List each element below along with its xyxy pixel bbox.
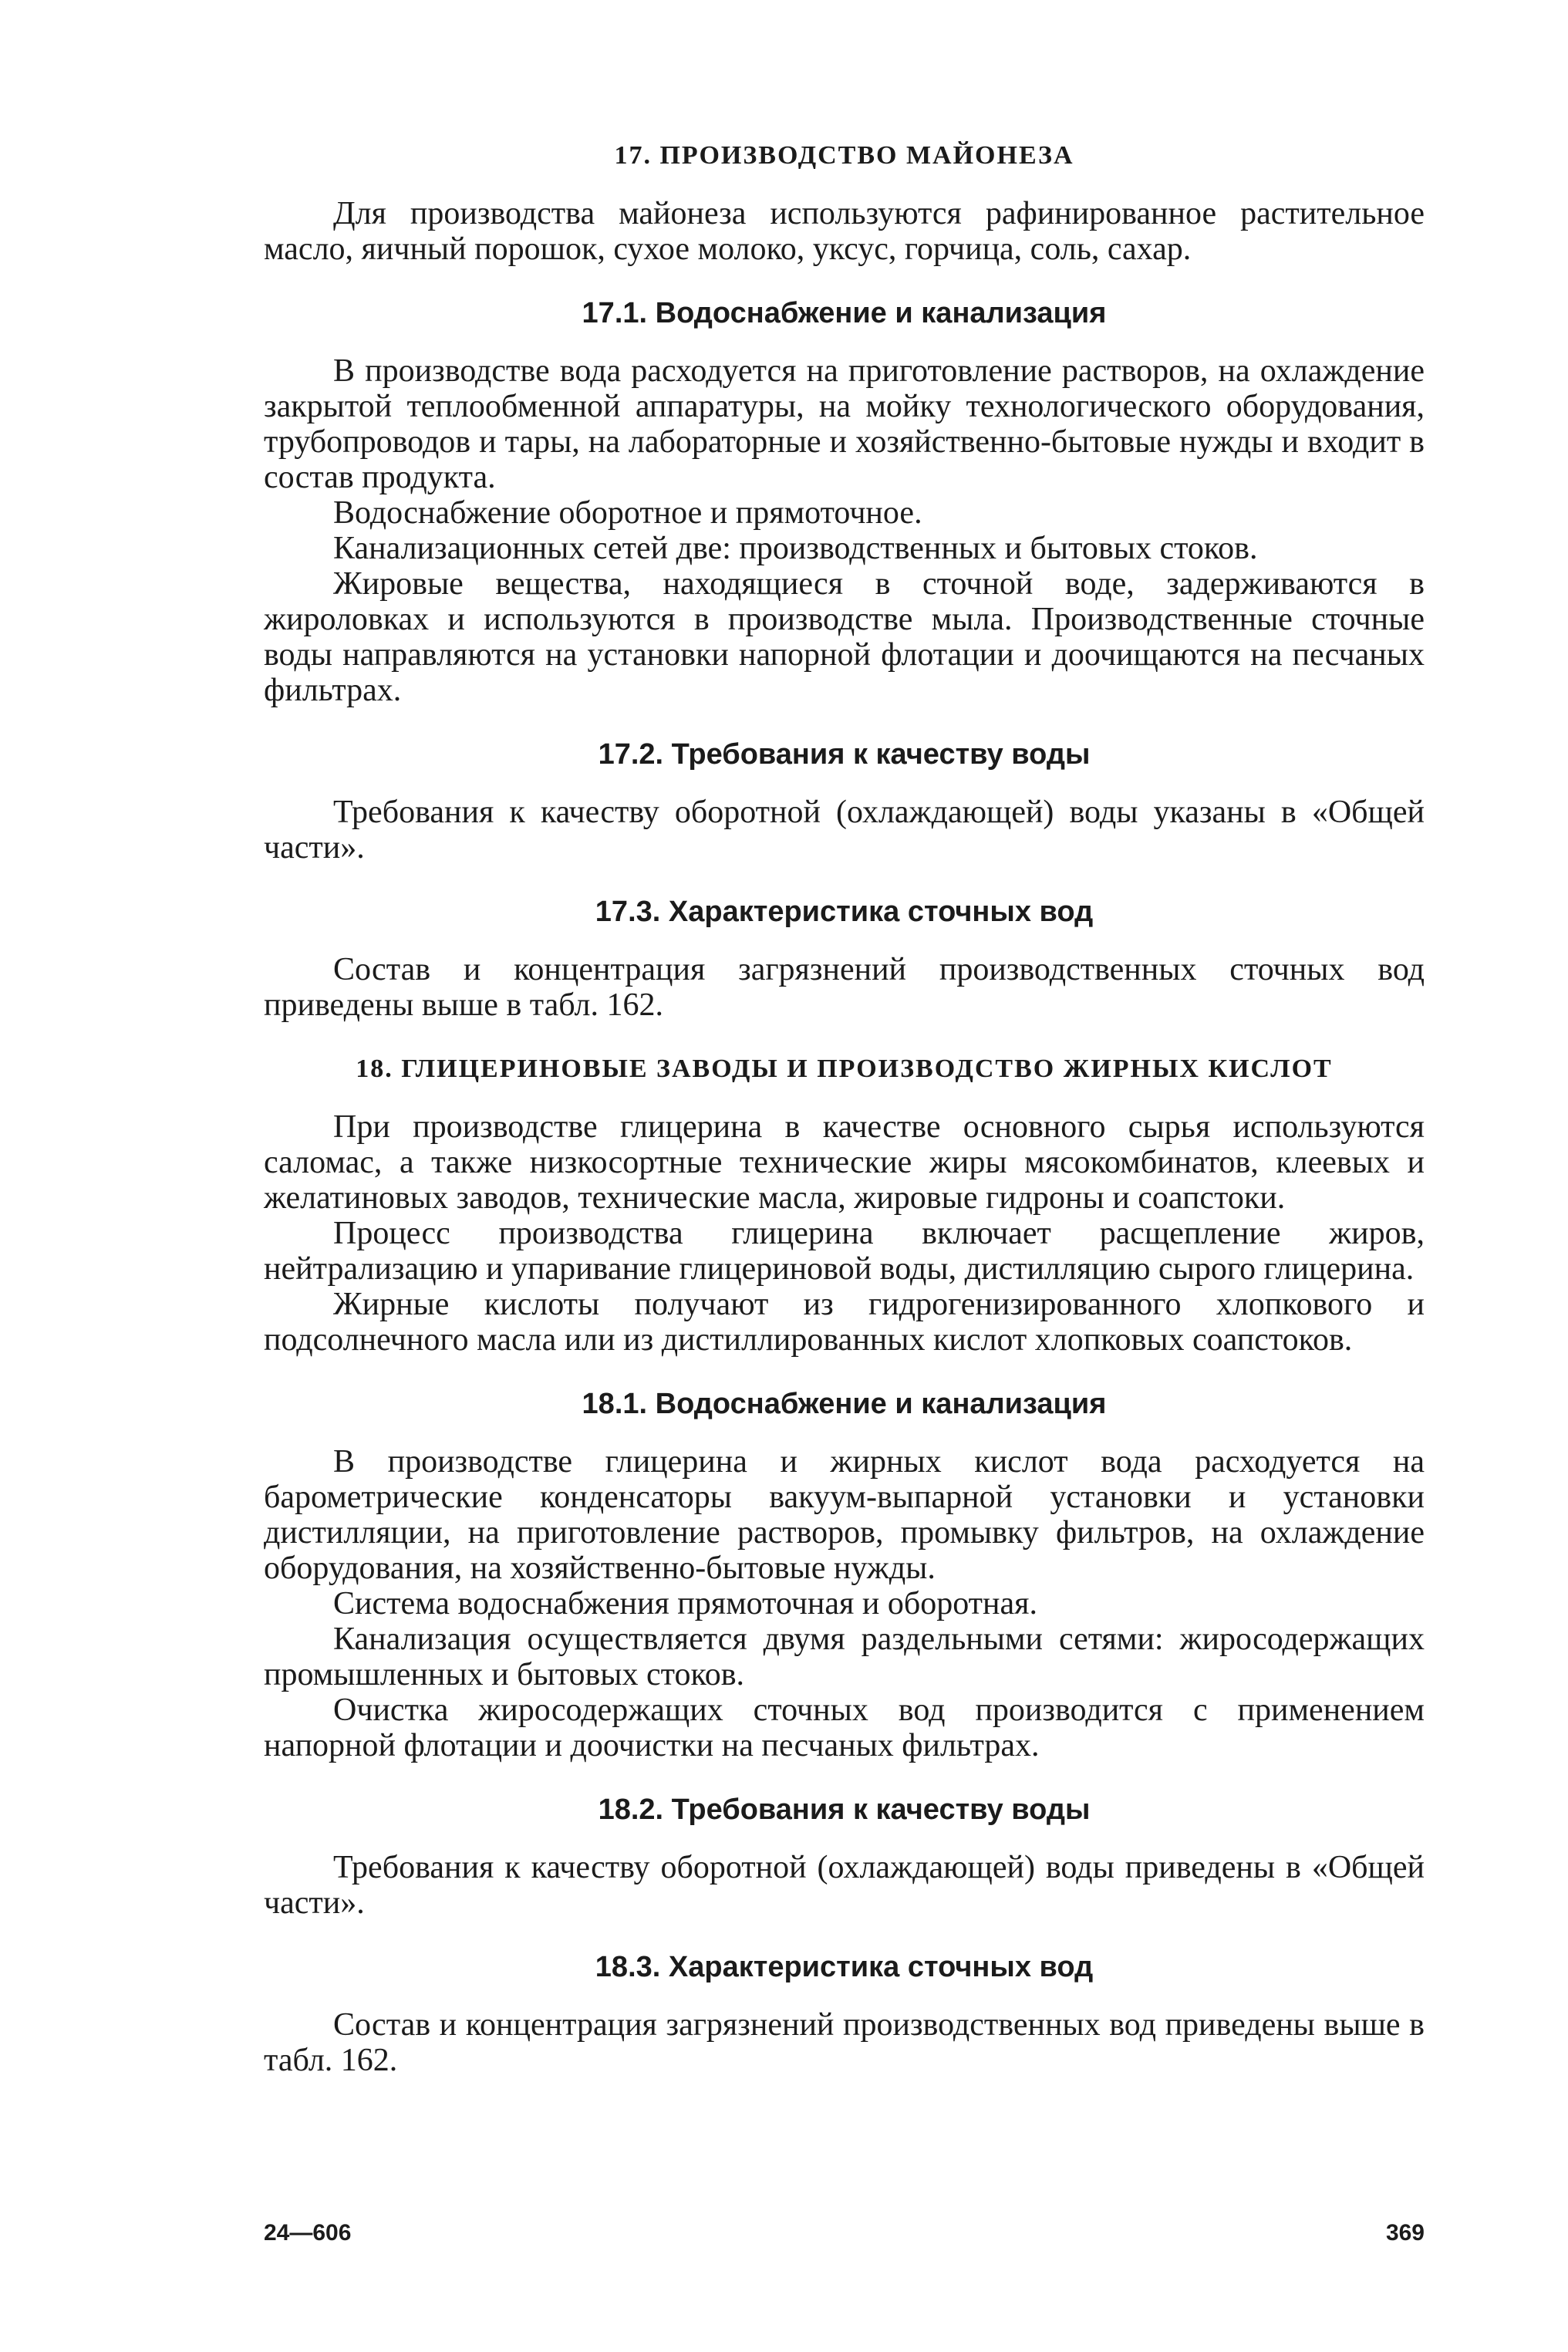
paragraph: Требования к качеству оборотной (охлаждающей) воды приведены в «Общей части». xyxy=(264,1850,1425,1921)
paragraph: При производстве глицерина в качестве основного сырья используются саломас, а также низкосортные технические жиры мясокомбинатов, клеевых и желатиновых заводов, технические масла, жировые гидроны и соапстоки. xyxy=(264,1109,1425,1216)
paragraph: Канализационных сетей две: производственных и бытовых стоков. xyxy=(333,531,1258,566)
paragraph: В производстве глицерина и жирных кислот вода расходуется на барометрические конденсаторы вакуум-выпарной установки и установки дистилляции, на приготовление растворов, промывку фильтров, на охлаждение оборудования, на хозяйственно-бытовые нужды. xyxy=(264,1444,1425,1586)
paragraph: Очистка жиросодержащих сточных вод производится с применением напорной флотации и доочистки на песчаных фильтрах. xyxy=(264,1692,1425,1763)
page-number: 369 xyxy=(1385,2220,1425,2246)
section-title-17-3: 17.3. Характеристика сточных вод xyxy=(595,896,1094,928)
paragraph: Процесс производства глицерина включает расщепление жиров, нейтрализацию и упаривание глицериновой воды, дистилляцию сырого глицерина. xyxy=(264,1216,1425,1287)
paragraph: Для производства майонеза используются рафинированное растительное масло, яичный порошок, сухое молоко, уксус, горчица, соль, сахар. xyxy=(264,196,1425,267)
section-title-18-1: 18.1. Водоснабжение и канализация xyxy=(582,1388,1107,1420)
section-title-17: 17. ПРОИЗВОДСТВО МАЙОНЕЗА xyxy=(614,141,1074,170)
paragraph: Требования к качеству оборотной (охлаждающей) воды указаны в «Общей части». xyxy=(264,795,1425,866)
printer-signature: 24—606 xyxy=(264,2220,352,2246)
paragraph: Водоснабжение оборотное и прямоточное. xyxy=(333,495,922,531)
paragraph: Состав и концентрация загрязнений производственных сточных вод приведены выше в табл. 162. xyxy=(264,952,1425,1023)
section-title-18-2: 18.2. Требования к качеству воды xyxy=(598,1794,1091,1826)
section-title-17-1: 17.1. Водоснабжение и канализация xyxy=(582,297,1107,329)
paragraph: Жировые вещества, находящиеся в сточной воде, задерживаются в жироловках и используются в производстве мыла. Производственные сточные воды направляются на установки напорной флотации и доочищаются на песчаных фильтрах. xyxy=(264,566,1425,708)
paragraph: Состав и концентрация загрязнений производственных вод приведены выше в табл. 162. xyxy=(264,2007,1425,2078)
section-title-18: 18. ГЛИЦЕРИНОВЫЕ ЗАВОДЫ И ПРОИЗВОДСТВО ЖИРНЫХ КИСЛОТ xyxy=(356,1055,1333,1083)
paragraph: Жирные кислоты получают из гидрогенизированного хлопкового и подсолнечного масла или из дистиллированных кислот хлопковых соапстоков. xyxy=(264,1287,1425,1358)
section-title-17-2: 17.2. Требования к качеству воды xyxy=(598,738,1091,771)
paragraph: В производстве вода расходуется на приготовление растворов, на охлаждение закрытой теплообменной аппаратуры, на мойку технологического оборудования, трубопроводов и тары, на лабораторные и хозяйственно-бытовые нужды и входит в состав продукта. xyxy=(264,353,1425,495)
document-page xyxy=(264,137,1425,2246)
section-title-18-3: 18.3. Характеристика сточных вод xyxy=(595,1951,1094,1983)
paragraph: Канализация осуществляется двумя раздельными сетями: жиросодержащих промышленных и бытовых стоков. xyxy=(264,1621,1425,1692)
paragraph: Система водоснабжения прямоточная и оборотная. xyxy=(333,1586,1037,1621)
